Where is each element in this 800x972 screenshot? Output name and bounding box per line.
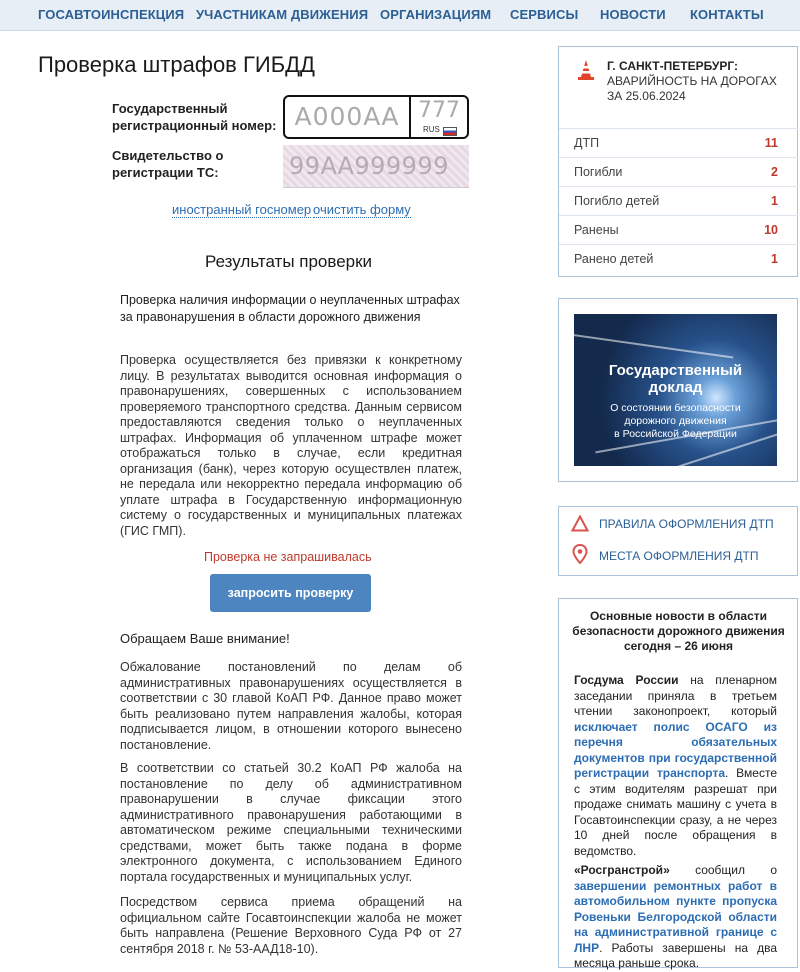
news-item-1-text-a: на пленарном заседании приняла в третьем чтении законопроект, который xyxy=(574,673,777,718)
sts-label-line2: регистрации ТС: xyxy=(112,165,219,180)
check-heading: Проверка наличия информации о неуплаченных штрафах за правонарушения в области дорожного движения xyxy=(120,293,460,324)
news-item-2 xyxy=(574,863,777,972)
plate-label xyxy=(112,100,276,134)
state-report-banner[interactable] xyxy=(574,314,777,466)
stat-label: Погибло детей xyxy=(574,194,660,208)
news-item-1-text-b: . Вместе с этим водителям разрешат при продаже снимать машину с учета в Госавтоинспекции сразу, а не через 10 дней после обращения в ведомство. xyxy=(574,766,777,858)
accidents-city: Г. САНКТ-ПЕТЕРБУРГ: xyxy=(607,59,739,73)
banner-text-line2: дорожного движения xyxy=(624,415,727,427)
stat-row xyxy=(559,244,798,273)
stat-label: Ранены xyxy=(574,223,619,237)
nav-item-participants[interactable]: УЧАСТНИКАМ ДВИЖЕНИЯ xyxy=(196,7,369,22)
appeal-paragraph-1: Обжалование постановлений по делам об административных правонарушениях осуществляется в соответствии с 30 главой КоАП РФ. Данное право может быть реализовано путем направления жалобы, которая подписывается лицом, в отношении которого вынесено постановление. xyxy=(120,660,462,752)
stat-label: Погибли xyxy=(574,165,623,179)
warning-triangle-icon xyxy=(571,515,589,532)
dtp-rules-label: ПРАВИЛА ОФОРМЛЕНИЯ ДТП xyxy=(599,517,774,531)
sts-label xyxy=(112,147,223,181)
news-card xyxy=(558,598,798,968)
news-item-2-text-a: сообщил о xyxy=(669,863,777,877)
stat-value: 1 xyxy=(771,194,778,208)
accidents-subtitle: АВАРИЙНОСТЬ НА ДОРОГАХ xyxy=(607,74,777,88)
appeal-paragraph-3: Посредством сервиса приема обращений на официальном сайте Госавтоинспекции жалоба не может быть направлена (Решение Верховного Суда РФ от 27 сентября 2018 г. № 53-ААД18-10). xyxy=(120,895,462,956)
light-streak xyxy=(574,331,733,358)
request-check-button[interactable]: запросить проверку xyxy=(210,574,371,612)
accidents-title xyxy=(607,59,787,104)
stat-value: 11 xyxy=(764,136,778,150)
check-description: Проверка осуществляется без привязки к конкретному лицу. В результатах выводится основная информация о правонарушениях, совершенных с использованием проверяемого транспортного средства. Данным сервисом предоставляются сведения только о неуплаченных штрафах. Информация об уплаченном штрафе может отображаться только в случае, если кредитная организация (банк), через которую осуществлен платеж, не передала или некорректно передала информацию об уплате штрафа в Государственную информационную систему о государственных и муниципальных платежах (ГИС ГМП). xyxy=(120,353,462,538)
dtp-rules-link[interactable] xyxy=(559,509,798,539)
stat-row xyxy=(559,215,798,244)
stat-label: Ранено детей xyxy=(574,252,654,266)
news-item-2-text-b: . Работы завершены на два месяца раньше срока. xyxy=(574,940,777,970)
appeal-paragraph-2: В соответствии со статьей 30.2 КоАП РФ жалоба на постановление по делу об административном правонарушении в случае фиксации этого административного правонарушения работающими в автоматическом режиме специальными техническими средствами, может быть также подана в форме электронного документа, с использованием Единого портала государственных и муниципальных услуг. xyxy=(120,761,462,884)
check-status: Проверка не запрашивалась xyxy=(204,550,372,564)
dtp-places-link[interactable] xyxy=(559,541,798,571)
traffic-cone-icon xyxy=(577,59,595,81)
results-title: Результаты проверки xyxy=(205,252,373,271)
banner-text-line1: О состоянии безопасности xyxy=(610,402,741,414)
plate-input[interactable] xyxy=(283,95,469,139)
news-item-2-link[interactable]: завершении ремонтных работ в автомобильном пункте пропуска Ровеньки Белгородской области на административной границе с ЛНР xyxy=(574,878,777,955)
nav-item-news[interactable]: НОВОСТИ xyxy=(600,7,666,22)
sts-label-line1: Свидетельство о xyxy=(112,148,224,163)
stat-value: 10 xyxy=(764,223,778,237)
sts-underline xyxy=(283,187,469,188)
stat-value: 1 xyxy=(771,252,778,266)
banner-title xyxy=(574,362,777,396)
stat-value: 2 xyxy=(771,165,778,179)
top-nav xyxy=(0,0,800,31)
nav-item-services[interactable]: СЕРВИСЫ xyxy=(510,7,579,22)
accidents-date: ЗА 25.06.2024 xyxy=(607,89,686,103)
banner-title-line1: Государственный xyxy=(608,362,743,379)
dtp-places-label: МЕСТА ОФОРМЛЕНИЯ ДТП xyxy=(599,549,759,563)
foreign-plate-link[interactable]: иностранный госномер xyxy=(172,202,312,217)
banner-subtitle xyxy=(574,402,777,441)
news-item-1-link[interactable]: исключает полис ОСАГО из перечня обязательных документов при государственной регистрации транспорта xyxy=(574,719,777,780)
nav-item-contacts[interactable]: КОНТАКТЫ xyxy=(690,7,764,22)
nav-item-organizations[interactable]: ОРГАНИЗАЦИЯМ xyxy=(380,7,492,22)
news-item-1-lead: Госдума России xyxy=(574,673,679,687)
plate-label-line2: регистрационный номер: xyxy=(112,118,277,133)
stat-label: ДТП xyxy=(574,136,600,150)
banner-text-line3: в Российской Федерации xyxy=(614,428,737,440)
map-pin-icon xyxy=(572,544,588,564)
plate-country-label: RUS xyxy=(423,125,440,134)
accidents-card xyxy=(558,46,798,277)
stat-row xyxy=(559,128,798,157)
news-title: Основные новости в области безопасности дорожного движения сегодня – 26 июня xyxy=(572,609,785,653)
plate-region-input[interactable]: 777 xyxy=(418,98,460,123)
russia-flag-icon xyxy=(443,127,457,136)
plate-label-line1: Государственный xyxy=(112,101,228,116)
news-item-2-lead: «Росгранстрой» xyxy=(574,863,670,877)
attention-heading: Обращаем Ваше внимание! xyxy=(120,631,290,646)
quick-links-card xyxy=(558,506,798,576)
page-title: Проверка штрафов ГИБДД xyxy=(38,52,315,77)
clear-form-link[interactable]: очистить форму xyxy=(313,202,411,217)
news-item-1 xyxy=(574,673,777,859)
nav-item-gosavtoinspekciya[interactable]: ГОСАВТОИНСПЕКЦИЯ xyxy=(38,7,185,22)
plate-number-input[interactable]: А000АА xyxy=(285,97,411,137)
sts-input[interactable]: 99АА999999 xyxy=(283,145,469,187)
stat-row xyxy=(559,157,798,186)
banner-title-line2: доклад xyxy=(648,379,703,396)
stat-row xyxy=(559,186,798,215)
